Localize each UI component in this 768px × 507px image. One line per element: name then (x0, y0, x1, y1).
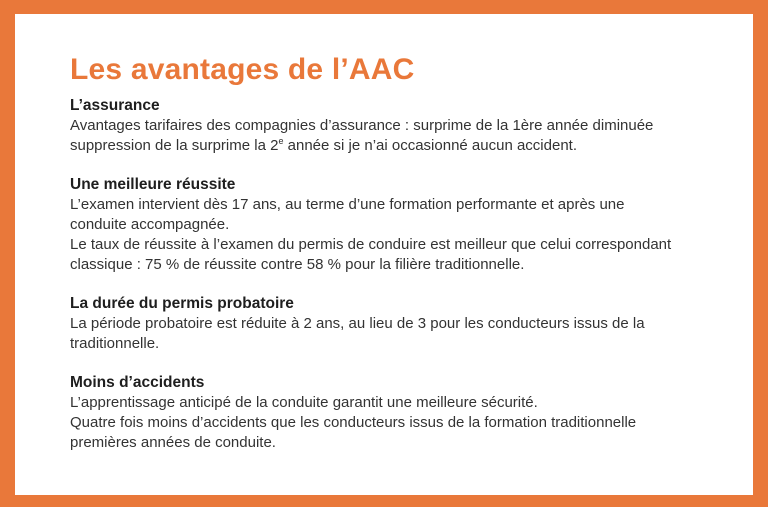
paragraph-line: Le taux de réussite à l’examen du permis de conduire est meilleur que celui correspondant (70, 236, 672, 253)
section-heading: La durée du permis probatoire (70, 295, 294, 312)
content-panel (15, 14, 753, 495)
section-accidents (70, 373, 753, 453)
article (70, 52, 753, 472)
paragraph-line (70, 136, 753, 156)
section-heading: L’assurance (70, 97, 160, 114)
paragraph-line: premières années de conduite. (70, 434, 276, 451)
paragraph-line: classique : 75 % de réussite contre 58 % pour la filière traditionnelle. (70, 256, 525, 273)
section-permis-probatoire (70, 294, 753, 354)
section-heading: Moins d’accidents (70, 374, 205, 391)
paragraph-line: L’examen intervient dès 17 ans, au terme d’une formation performante et après une (70, 196, 625, 213)
paragraph-line: traditionnelle. (70, 335, 160, 352)
section-assurance (70, 96, 753, 156)
paragraph-line: conduite accompagnée. (70, 216, 230, 233)
paragraph-line: Quatre fois moins d’accidents que les conducteurs issus de la formation traditionnelle (70, 414, 637, 431)
page-title: Les avantages de l’AAC (70, 53, 415, 86)
line-text: année si je n’ai occasionné aucun accident. (283, 137, 578, 154)
paragraph-line: L’apprentissage anticipé de la conduite garantit une meilleure sécurité. (70, 394, 538, 411)
paragraph-line: La période probatoire est réduite à 2 ans, au lieu de 3 pour les conducteurs issus de la (70, 315, 645, 332)
section-reussite (70, 175, 753, 275)
paragraph-line: Avantages tarifaires des compagnies d’assurance : surprime de la 1ère année diminuée (70, 117, 654, 134)
section-heading: Une meilleure réussite (70, 176, 236, 193)
line-text: suppression de la surprime la 2 (70, 137, 279, 154)
superscript: e (278, 136, 284, 146)
